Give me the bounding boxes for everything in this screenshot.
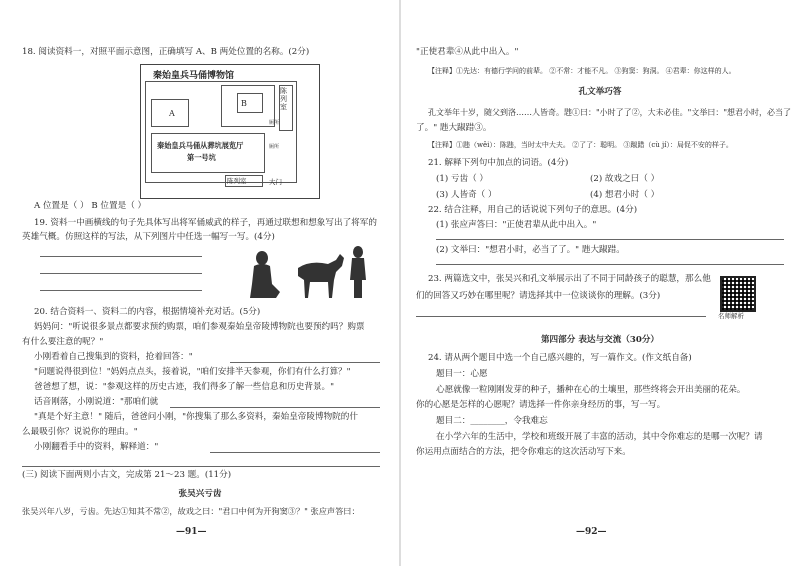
map-display-room-label: 陈列室 — [280, 87, 287, 111]
story-1-title: 张吴兴亏齿 — [178, 489, 222, 499]
topic-1-text1: 心愿就像一粒刚刚发芽的种子，播种在心的土壤里，那些终将会开出美丽的花朵。 — [436, 385, 746, 395]
map-label-a: A — [169, 109, 175, 118]
topic-2: 题目二：________，令我难忘 — [436, 416, 548, 426]
question-20-line2: 妈妈问："听说很多景点都要求预约购票，咱们参观秦始皇帝陵博物院也要预约吗？购票 — [34, 322, 365, 332]
answer-line — [210, 452, 380, 453]
terracotta-figures-image — [240, 244, 380, 304]
question-22: 22. 结合注释，用自己的话说说下列句子的意思。(4分) — [428, 205, 638, 215]
map-gate-label: 大门 — [269, 178, 282, 186]
question-20-line5: "问题说得很到位！"妈妈点点头，接着说，"咱们安排半天参观，你们有什么打算？" — [34, 367, 351, 377]
question-20-line8: "真是个好主意！" 随后，爸爸问小刚，"你搜集了那么多资料，秦始皇帝陵博物院的什 — [34, 412, 358, 422]
page-number-left: —91— — [176, 527, 207, 537]
question-21-item1: (1) 亏齿（ ） — [436, 174, 489, 184]
question-20-line1: 20. 结合资料一、资料二的内容，根据情境补充对话。(5分) — [34, 307, 261, 317]
topic-2-text2: 你运用点面结合的方法，把令你难忘的这次活动写下来。 — [416, 447, 631, 457]
answer-line — [170, 407, 380, 408]
question-20-line7: 话音刚落，小刚说道："那咱们就 — [34, 397, 159, 407]
answer-line — [40, 273, 202, 274]
question-20-line6: 爸爸想了想，说："参观这样的历史古迹，我们得多了解一些信息和历史背景。" — [34, 382, 335, 392]
answer-line — [436, 239, 784, 240]
question-20-line10: 小刚翻看手中的资料，解释道：" — [34, 442, 159, 452]
qr-caption: 名师解析 — [718, 312, 744, 320]
map-title: 秦始皇兵马俑博物馆 — [153, 71, 235, 81]
question-21-item4: (4) 想君小时（ ） — [590, 190, 660, 200]
answer-line — [22, 466, 380, 467]
museum-map — [140, 64, 320, 199]
question-23-line2: 们的回答又巧妙在哪里呢？请选择其中一位谈谈你的理解。(3分) — [416, 291, 661, 301]
question-18-answer: A 位置是（ ） B 位置是（ ） — [34, 201, 147, 211]
answer-line — [436, 264, 784, 265]
story-1-quote: "正使君辈④从此中出入。" — [416, 47, 519, 57]
answer-line — [230, 362, 380, 363]
question-19-line1: 19. 资料一中画横线的句子先具体写出将军俑威武的样子，再通过联想和想象写出了将军的 — [34, 218, 377, 228]
right-page — [400, 0, 800, 566]
topic-1-text2: 你的心愿是怎样的心愿呢？请选择一件你亲身经历的事，写一写。 — [416, 400, 666, 410]
question-20-line3: 有什么要注意的呢？" — [22, 337, 104, 347]
map-toilet-1: 厕所 — [269, 120, 280, 126]
answer-line — [416, 316, 706, 317]
annotation-2: 【注释】①韪（wěi）：陈韪，当时太中大夫。 ②了了：聪明。 ③踧踖（cù jí）：局促不安的样子。 — [428, 141, 733, 149]
map-label-b: B — [241, 99, 247, 108]
story-2-title: 孔文举巧答 — [578, 87, 622, 97]
question-19-line2: 英雄气概。仿照这样的写法，从下列图片中任选一幅写一写。(4分) — [22, 232, 275, 242]
question-20-line4: 小刚看着自己搜集到的资料，抢着回答：" — [34, 352, 193, 362]
question-21-item2: (2) 故戏之曰（ ） — [590, 174, 660, 184]
question-18: 18. 阅读资料一，对照平面示意图，正确填写 A、B 两处位置的名称。(2分) — [22, 47, 310, 57]
map-bottom-room-label: 陈列室 — [227, 177, 247, 185]
question-21-item3: (3) 人皆奇（ ） — [436, 190, 497, 200]
story-1-text: 张吴兴年八岁，亏齿。先达①知其不常②，故戏之曰："君口中何为开狗窦③？" 张应声答曰： — [22, 506, 360, 516]
annotation-1: 【注释】①先达：有德行学问的前辈。 ②不常：才能不凡。 ③狗窦：狗洞。 ④君辈：你这样的人。 — [428, 67, 736, 75]
page-number-right: —92— — [576, 527, 607, 537]
topic-1: 题目一：心愿 — [436, 369, 488, 379]
map-toilet-2: 厕所 — [269, 144, 280, 150]
story-2-line2: 了。" 韪大踧踖③。 — [416, 123, 492, 133]
map-pit-1-label: 第一号坑 — [187, 153, 216, 162]
question-22-item1: (1) 张应声答曰："正使君辈从此中出入。" — [436, 220, 597, 230]
question-22-item2: (2) 文举曰："想君小时，必当了了。" 韪大踧踖。 — [436, 245, 625, 255]
qr-code-icon[interactable] — [720, 276, 756, 312]
map-exhibit-hall-label: 秦始皇兵马俑从葬坑展览厅 — [157, 141, 244, 150]
story-2-line1: 孔文举年十岁，随父到洛……人皆奇。韪①曰："小时了了②，大未必佳。"文举曰："想君小时，必当了 — [428, 108, 792, 117]
part-4-heading: 第四部分 表达与交流（30分） — [540, 335, 660, 345]
answer-line — [40, 256, 202, 257]
topic-2-text1: 在小学六年的生活中，学校和班级开展了丰富的活动，其中令你难忘的是哪一次呢？请 — [436, 432, 763, 442]
section-3-heading: (三) 阅读下面两则小古文，完成第 21～23 题。(11分) — [22, 470, 232, 480]
question-21: 21. 解释下列句中加点的词语。(4分) — [428, 158, 569, 168]
question-24: 24. 请从两个题目中选一个自己感兴趣的，写一篇作文。(作文纸自备) — [428, 353, 692, 363]
question-20-line9: 么最吸引你？说说你的理由。" — [22, 427, 138, 437]
question-23-line1: 23. 两篇选文中，张吴兴和孔文举展示出了不同于同龄孩子的聪慧，那么他 — [428, 274, 711, 284]
answer-line — [40, 290, 202, 291]
